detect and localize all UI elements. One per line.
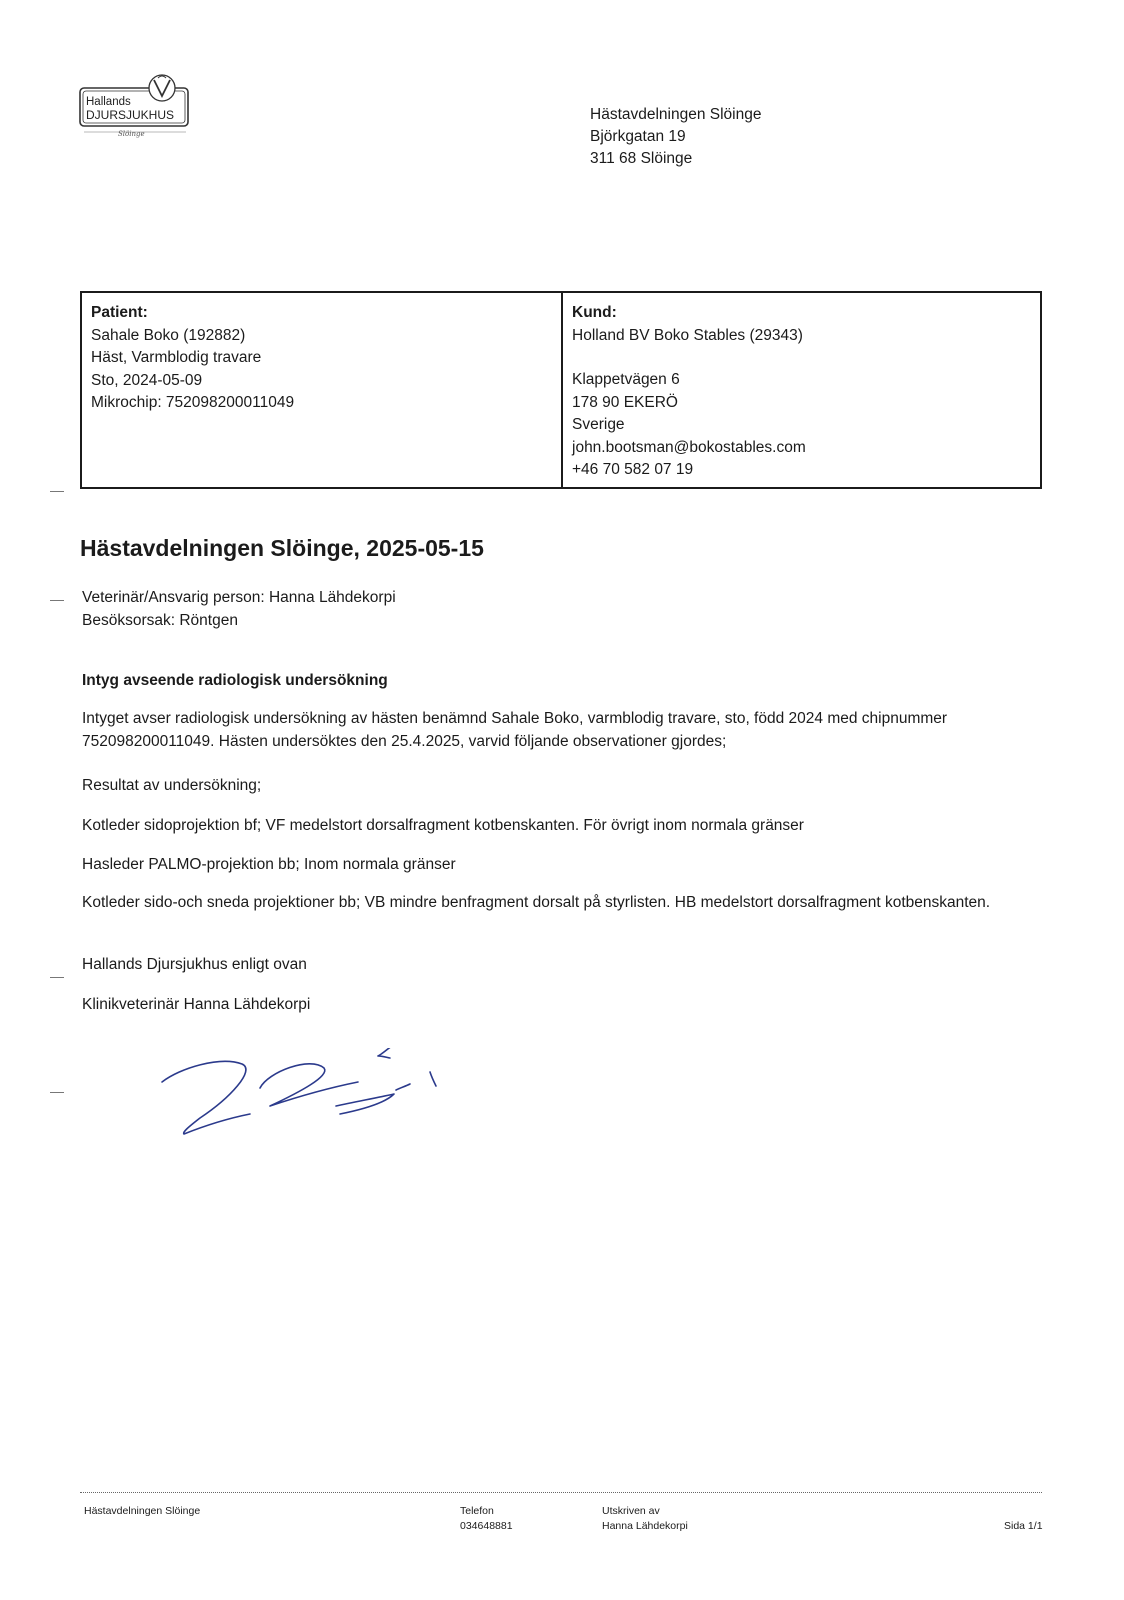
signer-line: Klinikveterinär Hanna Lähdekorpi: [82, 996, 311, 1013]
patient-species: Häst, Varmblodig travare: [91, 349, 262, 366]
sender-address: [590, 104, 761, 170]
certificate-intro: Intyget avser radiologisk undersökning av hästen benämnd Sahale Boko, varmblodig travare, sto, född 2024 med chipnummer 752098200011049. Hästen undersöktes den 25.4.2025, varvid följande observationer gjordes;: [82, 710, 948, 750]
patient-customer-box: [80, 291, 1042, 489]
customer-email: john.bootsman@bokostables.com: [572, 438, 806, 456]
finding-3: Kotleder sido-och sneda projektioner bb; VB mindre benfragment dorsalt på styrlisten. HB medelstort dorsalfragment kotbenskanten.: [82, 894, 991, 911]
footer-phone: 034648881: [460, 1520, 513, 1532]
patient-heading: Patient:: [91, 304, 148, 321]
visit-vet: Veterinär/Ansvarig person: Hanna Lähdekorpi: [82, 589, 396, 606]
svg-text:DJURSJUKHUS: DJURSJUKHUS: [86, 108, 175, 122]
margin-mark: [50, 491, 64, 492]
clinic-logo: [78, 72, 198, 138]
customer-phone: +46 70 582 07 19: [572, 461, 694, 478]
sender-city: 311 68 Slöinge: [590, 150, 693, 167]
footer-printed-label: Utskriven av: [602, 1505, 660, 1517]
visit-reason: Besöksorsak: Röntgen: [82, 612, 238, 629]
patient-name: Sahale Boko (192882): [91, 326, 246, 344]
patient-section: [82, 293, 563, 487]
footer-printed-by: Hanna Lähdekorpi: [602, 1520, 688, 1532]
finding-2: Hasleder PALMO-projektion bb; Inom normala gränser: [82, 856, 456, 873]
svg-text:Slöinge: Slöinge: [118, 130, 145, 138]
sender-street: Björkgatan 19: [590, 128, 686, 145]
sender-name: Hästavdelningen Slöinge: [590, 106, 762, 123]
clinic-logo-mark: [78, 72, 198, 138]
closing-line: Hallands Djursjukhus enligt ovan: [82, 956, 307, 973]
customer-street: Klappetvägen 6: [572, 371, 680, 388]
certificate-heading: Intyg avseende radiologisk undersökning: [82, 672, 388, 689]
customer-country: Sverige: [572, 416, 625, 433]
handwritten-signature: [160, 1048, 460, 1140]
visit-info: [82, 586, 396, 632]
customer-city: 178 90 EKERÖ: [572, 393, 678, 411]
footer-phone-block: [460, 1504, 513, 1534]
customer-heading: Kund:: [572, 304, 617, 321]
margin-mark: [50, 1092, 64, 1093]
margin-mark: [50, 977, 64, 978]
page-title: Hästavdelningen Slöinge, 2025-05-15: [80, 535, 484, 561]
footer-printed-block: [602, 1504, 688, 1534]
customer-name: Holland BV Boko Stables (29343): [572, 326, 803, 344]
finding-1: Kotleder sidoprojektion bf; VF medelstort dorsalfragment kotbenskanten. För övrigt inom normala gränser: [82, 817, 804, 834]
results-label: Resultat av undersökning;: [82, 777, 262, 794]
footer-clinic: Hästavdelningen Slöinge: [84, 1505, 201, 1517]
patient-sex-dob: Sto, 2024-05-09: [91, 371, 203, 389]
footer-rule: [80, 1492, 1042, 1493]
svg-text:Hallands: Hallands: [86, 96, 131, 108]
patient-chip: Mikrochip: 752098200011049: [91, 394, 295, 411]
footer-phone-label: Telefon: [460, 1505, 494, 1517]
margin-mark: [50, 600, 64, 601]
footer-page-number: Sida 1/1: [1004, 1520, 1043, 1532]
customer-section: [563, 293, 1040, 487]
